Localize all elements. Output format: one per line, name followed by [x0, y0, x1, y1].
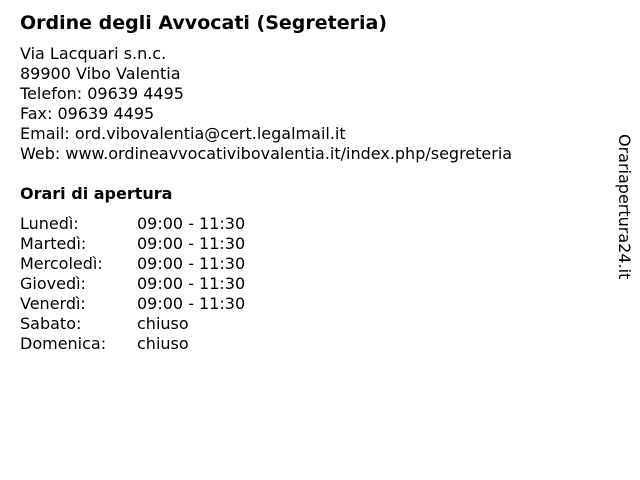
- website-address: Web: www.ordineavvocativibovalentia.it/index.php/segreteria: [20, 144, 513, 163]
- email-address: Email: ord.vibovalentia@cert.legalmail.it: [20, 124, 346, 143]
- phone-number: Telefon: 09639 4495: [20, 84, 184, 103]
- hours-row-monday: [20, 214, 245, 234]
- street-address: Via Lacquari s.n.c.: [20, 44, 167, 63]
- address-block: [20, 44, 512, 164]
- time-value: chiuso: [137, 314, 189, 333]
- time-value: 09:00 - 11:30: [137, 214, 246, 233]
- time-value: chiuso: [137, 334, 189, 353]
- site-brand-vertical: Orariapertura24.it: [615, 134, 634, 280]
- hours-row-sunday: [20, 334, 245, 354]
- day-label: Martedì:: [20, 234, 87, 253]
- time-value: 09:00 - 11:30: [137, 294, 246, 313]
- hours-row-friday: [20, 294, 245, 314]
- hours-row-tuesday: [20, 234, 245, 254]
- opening-hours-heading: Orari di apertura: [20, 184, 173, 203]
- time-value: 09:00 - 11:30: [137, 254, 246, 273]
- day-label: Mercoledì:: [20, 254, 103, 273]
- time-value: 09:00 - 11:30: [137, 274, 246, 293]
- hours-row-thursday: [20, 274, 245, 294]
- page-title: Ordine degli Avvocati (Segreteria): [20, 12, 388, 34]
- city-address: 89900 Vibo Valentia: [20, 64, 181, 83]
- fax-number: Fax: 09639 4495: [20, 104, 155, 123]
- time-value: 09:00 - 11:30: [137, 234, 246, 253]
- day-label: Venerdì:: [20, 294, 86, 313]
- hours-row-saturday: [20, 314, 245, 334]
- hours-row-wednesday: [20, 254, 245, 274]
- day-label: Sabato:: [20, 314, 82, 333]
- day-label: Lunedì:: [20, 214, 79, 233]
- opening-hours-table: [20, 214, 245, 354]
- day-label: Domenica:: [20, 334, 107, 353]
- day-label: Giovedì:: [20, 274, 86, 293]
